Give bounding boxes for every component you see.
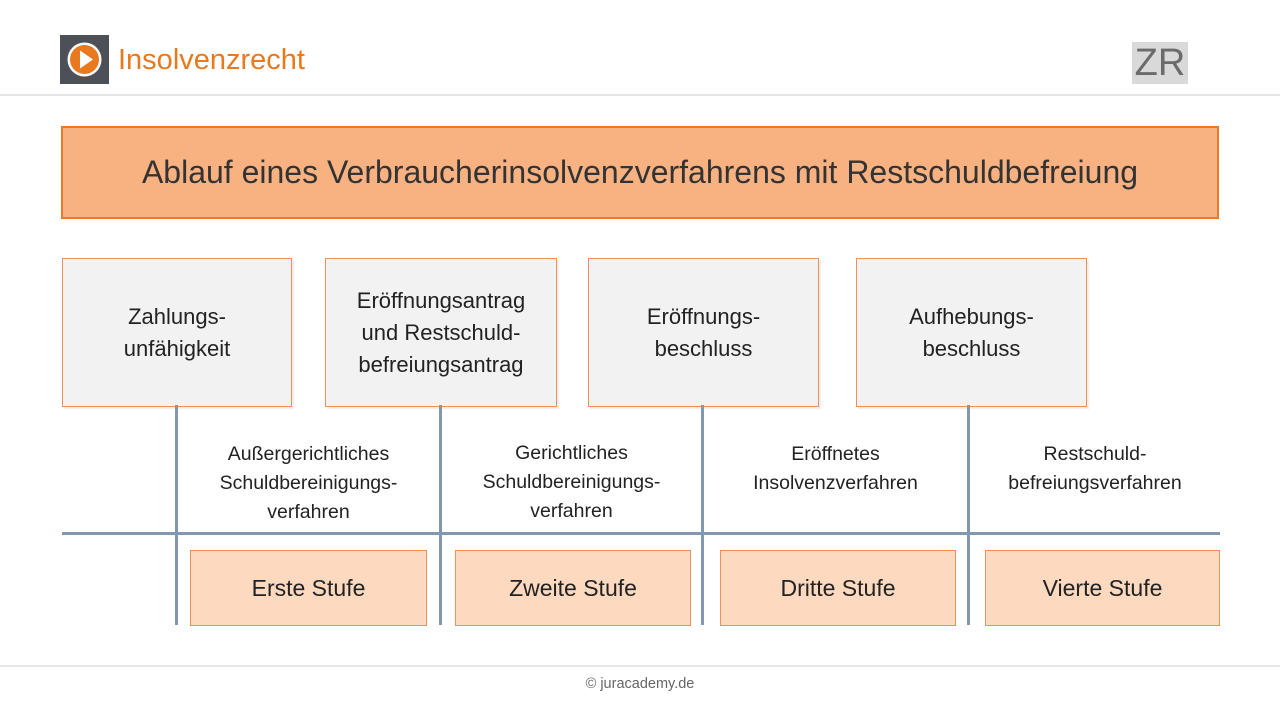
event-box-eroeffnungsbeschluss: Eröffnungs- beschluss xyxy=(588,258,819,407)
stage-box-2: Zweite Stufe xyxy=(455,550,691,626)
timeline-marker-3 xyxy=(701,405,704,625)
phase-label-aussergerichtlich: Außergerichtliches Schuldbereinigungs- verfahren xyxy=(219,443,398,523)
play-icon xyxy=(60,35,109,84)
stage-box-1: Erste Stufe xyxy=(190,550,427,626)
page-title: Insolvenzrecht xyxy=(118,44,305,76)
subject-badge: ZR xyxy=(1132,42,1188,84)
timeline-marker-4 xyxy=(967,405,970,625)
diagram-title-banner xyxy=(61,126,1219,219)
footer-copyright: © juracademy.de xyxy=(585,676,695,692)
stage-box-3: Dritte Stufe xyxy=(720,550,956,626)
timeline-axis xyxy=(62,532,1220,535)
stage-box-4: Vierte Stufe xyxy=(985,550,1220,626)
phase-label-gerichtlich: Gerichtliches Schuldbereinigungs- verfahren xyxy=(482,442,661,522)
diagram-title: Ablauf eines Verbraucherinsolvenzverfahrens mit Restschuldbefreiung xyxy=(141,154,1139,190)
phase-label-restschuldbefreiung: Restschuld- befreiungsverfahren xyxy=(1008,443,1182,494)
event-box-aufhebungsbeschluss: Aufhebungs- beschluss xyxy=(856,258,1087,407)
event-box-eroeffnungsantrag: Eröffnungsantrag und Restschuld- befreiungsantrag xyxy=(325,258,557,407)
logo xyxy=(60,35,109,84)
event-box-zahlungsunfaehigkeit: Zahlungs- unfähigkeit xyxy=(62,258,292,407)
phase-label-insolvenzverfahren: Eröffnetes Insolvenzverfahren xyxy=(753,443,918,494)
header-divider xyxy=(0,94,1280,96)
footer-divider xyxy=(0,665,1280,667)
